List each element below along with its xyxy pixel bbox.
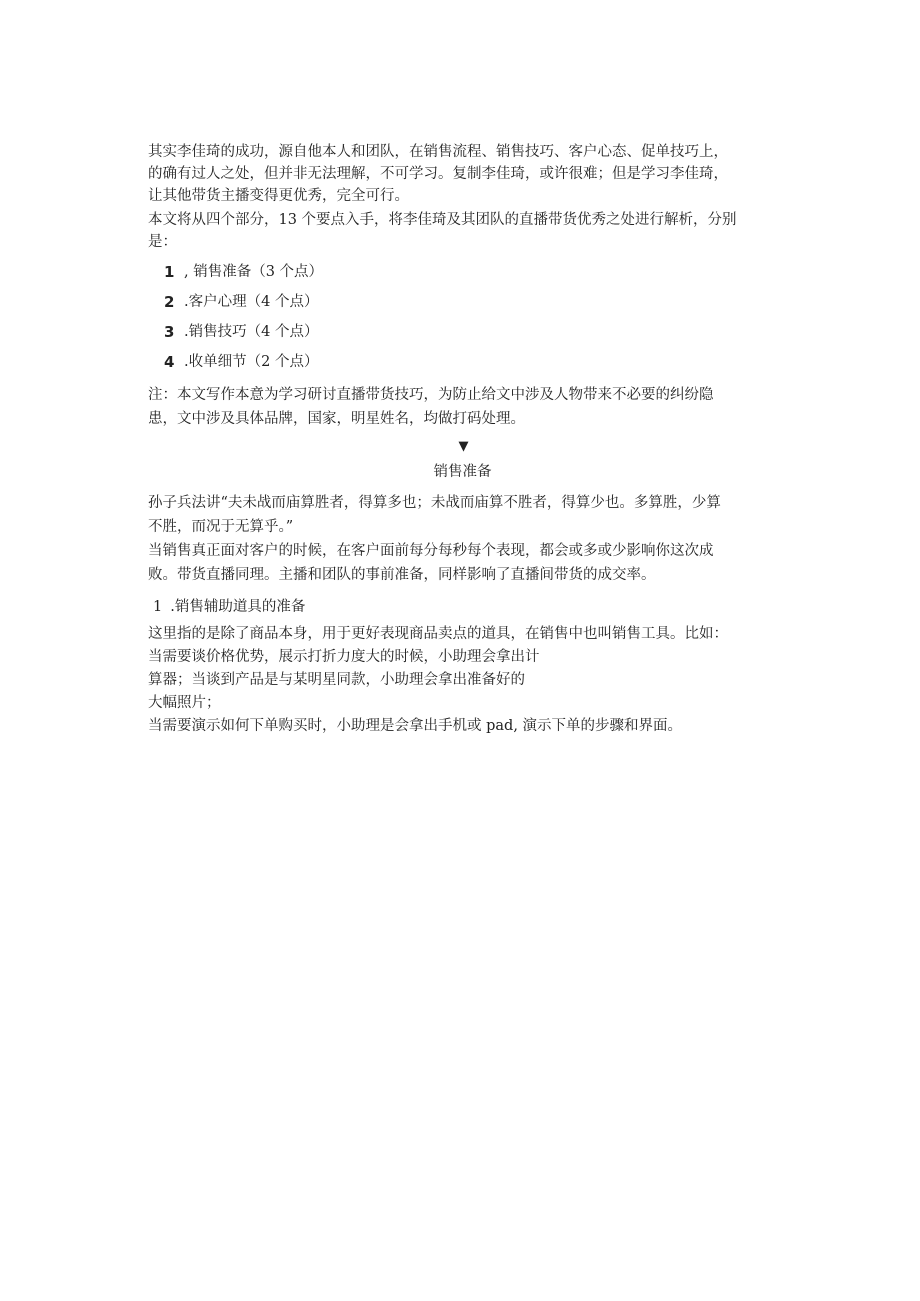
section-paragraph (148, 491, 773, 587)
down-triangle-icon: ▼ (458, 439, 469, 454)
intro-paragraph (148, 141, 773, 253)
outline-list (148, 257, 773, 377)
intro-line: 本文将从四个部分，13 个要点入手，将李佳琦及其团队的直播带货优秀之处进行解析，分别 (148, 212, 737, 228)
subsection-line: 算器；当谈到产品是与某明星同款，小助理会拿出准备好的 (148, 672, 525, 688)
outline-number: 3 (164, 323, 175, 341)
intro-line: 让其他带货主播变得更优秀，完全可行。 (148, 188, 409, 204)
outline-label: .收单细节（2 个点） (184, 354, 319, 370)
outline-item (148, 317, 773, 347)
outline-label: , 销售准备（3 个点） (184, 264, 324, 280)
intro-line: 其实李佳琦的成功，源自他本人和团队，在销售流程、销售技巧、客户心态、促单技巧上， (148, 144, 728, 160)
note-line: 注：本文写作本意为学习研讨直播带货技巧，为防止给文中涉及人物带来不必要的纠纷隐 (148, 387, 714, 403)
subsection-line: 当需要谈价格优势，展示打折力度大的时候，小助理会拿出计 (148, 649, 540, 665)
outline-number: 4 (164, 353, 175, 371)
note-line: 患，文中涉及具体品牌，国家，明星姓名，均做打码处理。 (148, 411, 525, 427)
subsection-heading (148, 595, 773, 619)
note-paragraph (148, 383, 773, 431)
section-line: 孙子兵法讲“夫未战而庙算胜者，得算多也；未战而庙算不胜者，得算少也。多算胜，少算 (148, 495, 721, 511)
outline-item (148, 257, 773, 287)
subsection-line: 大幅照片； (148, 695, 221, 711)
intro-line: 是： (148, 234, 177, 250)
subsection-number: 1 (153, 599, 163, 615)
subsection-line: 这里指的是除了商品本身，用于更好表现商品卖点的道具，在销售中也叫销售工具。比如： (148, 626, 728, 642)
outline-label: .客户心理（4 个点） (184, 294, 319, 310)
section-line: 败。带货直播同理。主播和团队的事前准备，同样影响了直播间带货的成交率。 (148, 567, 656, 583)
document-body (148, 141, 773, 738)
section-line: 当销售真正面对客户的时候，在客户面前每分每秒每个表现，都会或多或少影响你这次成 (148, 543, 714, 559)
outline-item (148, 347, 773, 377)
intro-line: 的确有过人之处，但并非无法理解，不可学习。复制李佳琦，或许很难；但是学习李佳琦， (148, 166, 728, 182)
section-line: 不胜，而况于无算乎。” (148, 519, 294, 535)
outline-number: 2 (164, 293, 175, 311)
outline-number: 1 (164, 263, 175, 281)
section-title: 销售准备 (433, 464, 492, 480)
outline-item (148, 287, 773, 317)
subsection-paragraph (148, 623, 773, 738)
outline-label: .销售技巧（4 个点） (184, 324, 319, 340)
subsection-line: 当需要演示如何下单购买时，小助理是会拿出手机或 pad, 演示下单的步骤和界面。 (148, 718, 683, 734)
subsection-title: .销售辅助道具的准备 (170, 599, 306, 615)
